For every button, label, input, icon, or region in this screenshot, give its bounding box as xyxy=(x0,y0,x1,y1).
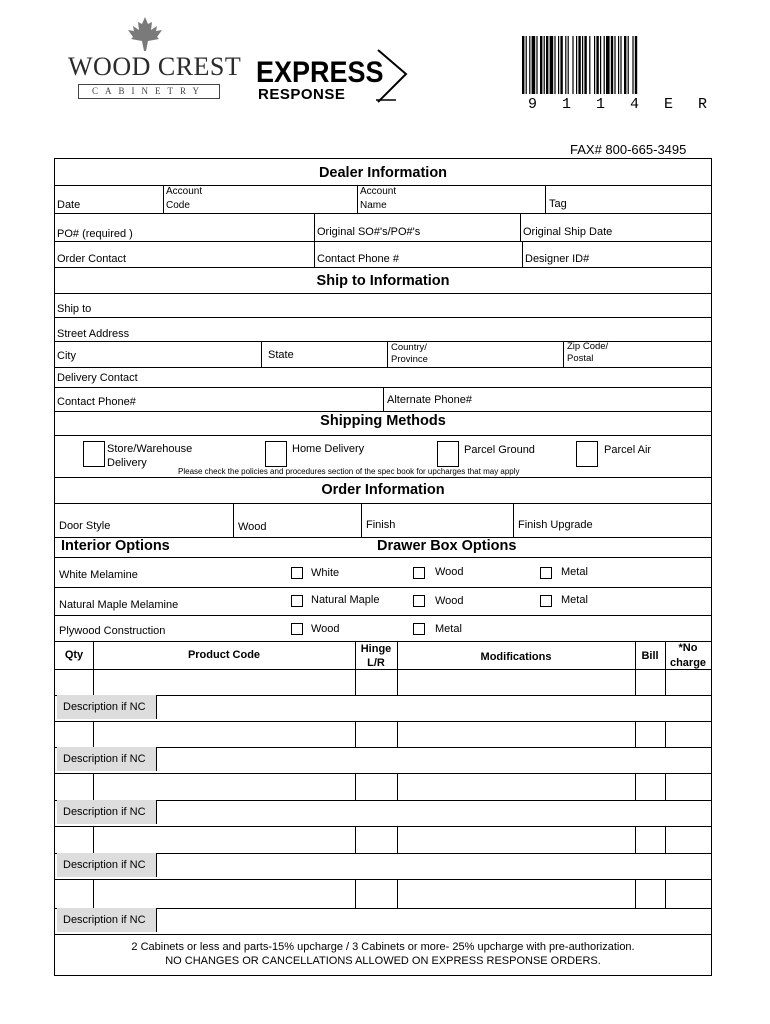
account-name-field-line2[interactable]: Name xyxy=(360,200,387,211)
ship-to-field[interactable]: Ship to xyxy=(57,303,92,315)
table-column-line xyxy=(93,641,94,669)
barcode-bar xyxy=(594,36,595,94)
account-name-field-line1[interactable]: Account xyxy=(360,186,397,197)
table-column-line xyxy=(397,641,398,669)
table-column-line xyxy=(635,773,636,800)
barcode-bar xyxy=(628,36,629,94)
fax-number: FAX# 800-665-3495 xyxy=(570,142,687,157)
plywood-construction-label: Plywood Construction xyxy=(59,625,166,637)
country-field-line1[interactable]: Country/ xyxy=(391,342,427,353)
barcode-bar xyxy=(526,36,527,94)
barcode-bar xyxy=(565,36,566,94)
account-code-field-line2[interactable]: Code xyxy=(166,200,190,211)
barcode-bar xyxy=(576,36,577,94)
drawer-wood-label-2: Wood xyxy=(435,595,464,607)
barcode-bar xyxy=(532,36,536,94)
interior-natural-maple-label: Natural Maple xyxy=(311,594,380,606)
interior-white-checkbox[interactable] xyxy=(291,567,303,579)
footer-upcharge-note: 2 Cabinets or less and parts-15% upcharge / 3 Cabinets or more- 25% upcharge with pre-authorization. xyxy=(131,941,635,953)
barcode-bar xyxy=(596,36,598,94)
state-field[interactable]: State xyxy=(268,349,294,361)
parcel-air-label: Parcel Air xyxy=(604,444,652,456)
barcode-bar xyxy=(589,36,590,94)
table-column-line xyxy=(355,827,356,853)
product-code-column-header: Product Code xyxy=(187,649,261,661)
contact-phone-field[interactable]: Contact Phone # xyxy=(317,253,399,265)
table-column-line xyxy=(665,773,666,800)
drawer-wood-checkbox-1[interactable] xyxy=(413,567,425,579)
home-delivery-checkbox[interactable] xyxy=(265,441,287,467)
barcode-bar xyxy=(582,36,583,94)
footer-no-changes-note: NO CHANGES OR CANCELLATIONS ALLOWED ON EXPRESS RESPONSE ORDERS. xyxy=(165,955,601,967)
store-warehouse-checkbox[interactable] xyxy=(83,441,105,467)
hinge-column-header-line2: L/R xyxy=(367,657,385,669)
street-address-field[interactable]: Street Address xyxy=(57,328,130,340)
table-column-line xyxy=(355,641,356,669)
table-column-line xyxy=(397,721,398,747)
table-row-line xyxy=(55,669,711,670)
zip-field-line2[interactable]: Postal xyxy=(567,353,594,364)
barcode-bar xyxy=(611,36,613,94)
qty-column-header: Qty xyxy=(64,649,84,661)
table-row-line xyxy=(55,826,711,827)
bill-column-header: Bill xyxy=(641,650,659,662)
barcode-bar xyxy=(620,36,621,94)
barcode-bar xyxy=(554,36,555,94)
table-column-line xyxy=(93,827,94,853)
barcode-bar xyxy=(584,36,586,94)
order-contact-field[interactable]: Order Contact xyxy=(57,253,127,265)
table-column-line xyxy=(665,641,666,669)
drawer-metal-checkbox-3[interactable] xyxy=(413,623,425,635)
table-column-line xyxy=(635,669,636,695)
description-if-nc-2[interactable]: Description if NC xyxy=(57,747,157,771)
drawer-metal-checkbox-2[interactable] xyxy=(540,595,552,607)
barcode-bar xyxy=(540,36,542,94)
order-form xyxy=(54,158,712,976)
date-field[interactable]: Date xyxy=(57,199,81,211)
barcode-bar xyxy=(614,36,615,94)
brand-name: WOOD CREST xyxy=(68,52,242,81)
barcode-image xyxy=(520,36,688,94)
barcode-bar xyxy=(560,36,562,94)
table-column-line xyxy=(355,721,356,747)
interior-natural-maple-checkbox[interactable] xyxy=(291,595,303,607)
brand-tagline: CABINETRY xyxy=(78,84,220,99)
drawer-metal-label-1: Metal xyxy=(561,566,588,578)
express-logo-text: EXPRESS xyxy=(256,56,384,89)
table-column-line xyxy=(665,827,666,853)
finish-field[interactable]: Finish xyxy=(366,519,396,531)
parcel-ground-label: Parcel Ground xyxy=(464,444,535,456)
store-warehouse-label-line1: Store/Warehouse xyxy=(107,443,193,455)
table-column-line xyxy=(665,880,666,908)
interior-wood-label: Wood xyxy=(311,623,340,635)
designer-id-field[interactable]: Designer ID# xyxy=(525,253,590,265)
drawer-metal-checkbox-1[interactable] xyxy=(540,567,552,579)
table-column-line xyxy=(355,773,356,800)
city-field[interactable]: City xyxy=(57,350,76,362)
drawer-wood-label-1: Wood xyxy=(435,566,464,578)
delivery-contact-field[interactable]: Delivery Contact xyxy=(57,372,138,384)
shipping-methods-heading: Shipping Methods xyxy=(320,413,446,429)
po-field[interactable]: PO# (required ) xyxy=(57,228,133,240)
description-if-nc-3[interactable]: Description if NC xyxy=(57,800,157,824)
barcode-bar xyxy=(568,36,569,94)
wood-field[interactable]: Wood xyxy=(238,521,267,533)
interior-options-heading: Interior Options xyxy=(61,538,170,554)
order-info-heading: Order Information xyxy=(321,482,445,498)
table-column-line xyxy=(355,880,356,908)
tag-field[interactable]: Tag xyxy=(549,198,567,210)
description-if-nc-1[interactable]: Description if NC xyxy=(57,695,157,719)
barcode-bar xyxy=(550,36,554,94)
arrow-chevron-icon xyxy=(376,48,410,109)
table-column-line xyxy=(397,827,398,853)
table-column-line xyxy=(397,880,398,908)
modifications-column-header: Modifications xyxy=(480,651,552,663)
barcode-bar xyxy=(624,36,626,94)
dealer-info-heading: Dealer Information xyxy=(318,165,448,181)
table-column-line xyxy=(397,669,398,695)
finish-upgrade-field[interactable]: Finish Upgrade xyxy=(518,519,593,531)
interior-wood-checkbox[interactable] xyxy=(291,623,303,635)
table-column-line xyxy=(93,721,94,747)
barcode-bar xyxy=(618,36,619,94)
drawer-metal-label-2: Metal xyxy=(561,594,588,606)
account-code-field-line1[interactable]: Account xyxy=(166,186,203,197)
barcode-bar xyxy=(604,36,605,94)
table-column-line xyxy=(397,773,398,800)
zip-field-line1[interactable]: Zip Code/ xyxy=(567,341,609,352)
barcode-bar xyxy=(572,36,573,94)
natural-maple-melamine-label: Natural Maple Melamine xyxy=(59,599,179,611)
table-column-line xyxy=(635,880,636,908)
table-column-line xyxy=(93,773,94,800)
drawer-wood-checkbox-2[interactable] xyxy=(413,595,425,607)
description-if-nc-5[interactable]: Description if NC xyxy=(57,908,157,932)
hinge-column-header-line1: Hinge xyxy=(360,643,392,655)
barcode-bar xyxy=(544,36,545,94)
table-column-line xyxy=(665,721,666,747)
maple-leaf-logo-icon xyxy=(126,16,164,52)
table-row-line xyxy=(55,934,711,935)
alternate-phone-field[interactable]: Alternate Phone# xyxy=(387,394,473,406)
table-column-line xyxy=(635,721,636,747)
original-so-field[interactable]: Original SO#'s/PO#'s xyxy=(317,226,421,238)
door-style-field[interactable]: Door Style xyxy=(59,520,111,532)
barcode-bar xyxy=(529,36,530,94)
original-ship-date-field[interactable]: Original Ship Date xyxy=(523,226,613,238)
drawer-metal-label-3: Metal xyxy=(435,623,462,635)
interior-white-label: White xyxy=(311,567,340,579)
barcode-bar xyxy=(558,36,559,94)
no-charge-column-header-line2: charge xyxy=(669,657,707,669)
table-column-line xyxy=(355,669,356,695)
barcode-bar xyxy=(632,36,633,94)
barcode-bar xyxy=(546,36,548,94)
barcode-bar xyxy=(578,36,580,94)
white-melamine-label: White Melamine xyxy=(59,569,138,581)
table-row-line xyxy=(55,879,711,880)
table-column-line xyxy=(93,880,94,908)
table-row-line xyxy=(55,773,711,774)
barcode-bar xyxy=(606,36,610,94)
barcode-bar xyxy=(536,36,537,94)
drawer-box-options-heading: Drawer Box Options xyxy=(377,538,517,554)
ship-to-heading: Ship to Information xyxy=(316,273,450,289)
contact-phone-ship-field[interactable]: Contact Phone# xyxy=(57,396,136,408)
country-field-line2[interactable]: Province xyxy=(391,354,428,365)
table-column-line xyxy=(635,641,636,669)
store-warehouse-label-line2: Delivery xyxy=(107,457,147,469)
table-column-line xyxy=(93,669,94,695)
shipping-policy-note: Please check the policies and procedures section of the spec book for upcharges that may apply xyxy=(178,467,520,476)
table-column-line xyxy=(665,669,666,695)
barcode-bar xyxy=(522,36,524,94)
no-charge-column-header-line1: *No xyxy=(678,642,698,654)
parcel-air-checkbox[interactable] xyxy=(576,441,598,467)
description-if-nc-4[interactable]: Description if NC xyxy=(57,853,157,877)
response-logo-text: RESPONSE xyxy=(258,86,346,103)
barcode-bar xyxy=(600,36,601,94)
table-row-line xyxy=(55,721,711,722)
barcode-bar xyxy=(635,36,637,94)
barcode-number: 9 1 1 4 E R xyxy=(528,96,716,113)
table-column-line xyxy=(635,827,636,853)
parcel-ground-checkbox[interactable] xyxy=(437,441,459,467)
home-delivery-label: Home Delivery xyxy=(292,443,365,455)
